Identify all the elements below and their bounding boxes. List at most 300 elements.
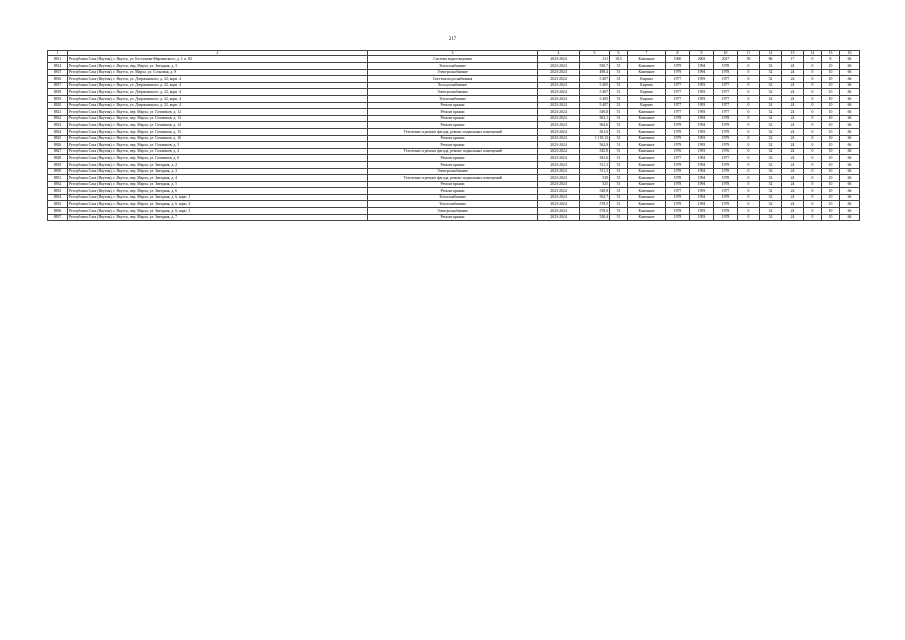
table-cell: 0 [738,148,760,155]
table-cell: 2023-2024 [538,89,580,96]
table-row [48,142,860,149]
table-cell: 0 [738,142,760,149]
table-cell: Электроснабжение [368,89,538,96]
table-cell: 8829 [48,161,68,168]
table-cell: 24 [782,148,804,155]
table-row [48,161,860,168]
table-cell: 1978 [714,214,738,221]
table-cell: 561,6 [580,128,610,135]
table-cell: 32 [760,194,782,201]
column-header: 13 [782,51,804,56]
table-cell: 1978 [666,161,690,168]
table-cell: 32 [760,161,782,168]
table-cell: 5 405 [580,95,610,102]
table-row [48,95,860,102]
table-cell: 10 [822,102,840,109]
table-cell: 1979 [714,135,738,142]
table-cell: 1993 [690,109,714,116]
table-cell: Ремонт крыши [368,102,538,109]
table-cell: 24 [782,109,804,116]
table-cell: Каменное [628,181,666,188]
table-cell: Ремонт крыши [368,142,538,149]
table-cell: 32 [760,128,782,135]
table-cell: 51 [610,109,628,116]
table-cell: 2023-2024 [538,115,580,122]
table-cell: 24 [782,194,804,201]
table-cell: 1994 [690,175,714,182]
column-header: 5 [580,51,610,56]
table-cell: Каменное [628,188,666,195]
table-cell: 1977 [666,155,690,162]
table-row [48,89,860,96]
table-cell: 2017 [714,56,738,63]
table-cell: 1978 [666,208,690,215]
table-cell: Республика Саха (Якутия), г. Якутск, пер. Марха, ул. Газовиков, д. 15 [68,128,368,135]
column-header: 4 [538,51,580,56]
table-cell: Республика Саха (Якутия), г. Якутск, пер. Марха, ул. Звездная, д. 3 [68,63,368,70]
table-cell: Каменное [628,214,666,221]
table-cell: 1977 [714,188,738,195]
table-cell: 1993 [690,128,714,135]
table-cell: 1978 [714,208,738,215]
table-cell: 1977 [666,102,690,109]
table-cell: 0 [804,89,822,96]
table-cell: 2023-2024 [538,95,580,102]
table-cell: 1994 [690,161,714,168]
table-cell: Каменное [628,135,666,142]
table-cell: 24 [782,161,804,168]
table-cell: 0 [738,102,760,109]
table-cell: 1978 [714,168,738,175]
table-cell: 50 [738,56,760,63]
table-cell: 24 [782,76,804,83]
table-cell: Республика Саха (Якутия), г. Якутск, пер. Марха, ул. Газовиков, д. 6 [68,155,368,162]
table-cell: 0 [738,95,760,102]
table-cell: 1993 [690,102,714,109]
table-cell: 51 [610,63,628,70]
table-cell: 1993 [690,208,714,215]
table-cell: 1978 [666,181,690,188]
table-cell: Электроснабжение [368,69,538,76]
table-cell: 0 [804,115,822,122]
table-cell: 10 [822,155,840,162]
table-cell: 1993 [690,76,714,83]
table-cell: 562,8 [580,142,610,149]
table-cell: 1994 [690,155,714,162]
table-cell: 10 [822,122,840,129]
table-row [48,175,860,182]
table-cell: Республика Саха (Якутия), г. Якутск, пер. Марха, ул. Газовиков, д. 14 [68,122,368,129]
table-cell: 51 [610,168,628,175]
table-cell: Каменное [628,201,666,208]
table-cell: 1976 [666,148,690,155]
table-cell: 32 [760,115,782,122]
table-cell: 1978 [666,168,690,175]
table-cell: 24 [782,115,804,122]
table-cell: Ремонт крыши [368,214,538,221]
table-cell: Ремонт крыши [368,188,538,195]
table-cell: 1993 [690,188,714,195]
table-cell: 24 [782,142,804,149]
table-cell: 8823 [48,122,68,129]
table-cell: 66 [840,214,860,221]
table-cell: 66 [840,69,860,76]
table-cell: 24 [782,89,804,96]
table-cell: Республика Саха (Якутия), г. Якутск, ул. Дзержинского, д. 22, корп. 4 [68,89,368,96]
table-cell: 1994 [690,181,714,188]
table-cell: 0 [804,128,822,135]
table-cell: 66 [840,181,860,188]
table-cell: 0 [804,122,822,129]
table-cell: 1977 [666,89,690,96]
table-cell: 1977 [666,188,690,195]
table-cell: 51 [610,89,628,96]
table-cell: 0 [738,194,760,201]
table-cell: 0 [738,122,760,129]
table-cell: 24 [782,82,804,89]
table-cell: Каменное [628,69,666,76]
table-cell: 66 [840,142,860,149]
table-cell: 51 [610,82,628,89]
table-cell: 0 [804,63,822,70]
table-cell: 32 [760,76,782,83]
table-cell: 1978 [666,194,690,201]
table-cell: 8837 [48,214,68,221]
table-cell: 66 [840,82,860,89]
table-cell: 10 [822,109,840,116]
table-cell: Каменное [628,148,666,155]
table-cell: 498,4 [580,69,610,76]
table-cell: 2023-2024 [538,135,580,142]
table-cell: 1 118,13 [580,135,610,142]
column-header: 6 [610,51,628,56]
table-row [48,168,860,175]
table-cell: 10 [822,76,840,83]
table-cell: 32 [760,89,782,96]
table-cell: 66 [840,135,860,142]
table-cell: 0 [738,69,760,76]
table-cell: 0 [804,168,822,175]
table-cell: 311 [580,56,610,63]
table-cell: 0 [804,194,822,201]
table-cell: 1993 [690,135,714,142]
table-cell: 1994 [690,201,714,208]
table-cell: 1977 [666,109,690,116]
table-cell: 32 [760,69,782,76]
table-cell: 51 [610,122,628,129]
table-cell: 1994 [690,168,714,175]
table-cell: Республика Саха (Якутия), г. Якутск, ул. Дзержинского, д. 22, корп. 4 [68,76,368,83]
table-cell: 32 [760,168,782,175]
table-cell: Утепление и ремонт фасада, ремонт подвальных помещений [368,148,538,155]
table-cell: 564,6 [580,122,610,129]
table-cell: 8822 [48,115,68,122]
column-header: 11 [738,51,760,56]
table-cell: 1979 [666,135,690,142]
table-cell: 1994 [690,115,714,122]
table-cell: 2023-2024 [538,76,580,83]
column-header: 3 [368,51,538,56]
table-cell: 8817 [48,82,68,89]
table-cell: 24 [782,188,804,195]
table-cell: 0 [738,161,760,168]
table-cell: 1977 [666,76,690,83]
table-cell: 8826 [48,142,68,149]
table-row [48,115,860,122]
table-cell: 24 [782,168,804,175]
table-cell: Республика Саха (Якутия), г. Якутск, ул. Дзержинского, д. 22, корп. 4 [68,102,368,109]
table-cell: Каменное [628,175,666,182]
table-cell: 0 [804,188,822,195]
table-row [48,102,860,109]
table-cell: 10 [822,214,840,221]
table-cell: 5 405 [580,82,610,89]
table-cell: Республика Саха (Якутия), г. Якутск, пер. Марха, ул. Звездная, д. 7 [68,214,368,221]
column-header: 7 [628,51,666,56]
table-cell: 32 [760,201,782,208]
table-cell: Кирпич [628,82,666,89]
table-cell: Кирпич [628,89,666,96]
column-header: 1 [48,51,68,56]
table-cell: 1960 [666,56,690,63]
table-cell: 511,3 [580,161,610,168]
table-cell: 2023-2024 [538,109,580,116]
table-cell: 66 [840,128,860,135]
table-cell: 2023-2024 [538,161,580,168]
table-cell: Каменное [628,63,666,70]
table-cell: Система водоотведения [368,56,538,63]
table-cell: 1993 [690,214,714,221]
table-cell: 8820 [48,102,68,109]
table-cell: 51 [610,142,628,149]
table-cell: 32 [760,148,782,155]
table-cell: Ремонт крыши [368,115,538,122]
table-body [48,56,860,221]
table-cell: 32 [760,175,782,182]
table-cell: Каменное [628,115,666,122]
table-cell: 2023-2024 [538,63,580,70]
table-cell: 0 [738,63,760,70]
table-cell: 32 [760,109,782,116]
table-cell: Каменное [628,56,666,63]
register-table [47,50,860,221]
table-cell: 1978 [714,128,738,135]
table-cell: 1978 [714,115,738,122]
table-cell: 1979 [666,63,690,70]
table-cell: 24 [782,214,804,221]
table-cell: 51 [610,135,628,142]
table-cell: 562,7 [580,194,610,201]
table-cell: 8824 [48,128,68,135]
table-cell: 66 [840,76,860,83]
table-cell: 8833 [48,188,68,195]
table-cell: 1978 [666,128,690,135]
table-cell: 2023-2024 [538,181,580,188]
table-cell: 0 [804,82,822,89]
table-cell: Теплоснабжение [368,194,538,201]
table-cell: 549,8 [580,109,610,116]
table-cell: 8828 [48,155,68,162]
table-cell: Республика Саха (Якутия), г. Якутск, пер. Марха, ул. Звездная, д. 6, корп. 2 [68,201,368,208]
table-cell: 10 [822,115,840,122]
table-cell: 32 [760,181,782,188]
table-cell: 24 [782,102,804,109]
table-cell: 0 [804,181,822,188]
table-cell: 1978 [714,161,738,168]
table-cell: 1993 [690,142,714,149]
table-cell: 0 [738,76,760,83]
table-cell: 51 [610,208,628,215]
table-cell: 66 [840,168,860,175]
table-cell: 2023-2024 [538,128,580,135]
table-cell: 0 [738,175,760,182]
table-cell: 548,8 [580,188,610,195]
table-cell: 1978 [666,214,690,221]
table-cell: 0 [804,148,822,155]
table-cell: Система водоснабжения [368,76,538,83]
table-cell: 51 [610,115,628,122]
table-cell: Кирпич [628,102,666,109]
table-cell: 0 [804,155,822,162]
table-cell: Утепление и ремонт фасада, ремонт подвальных помещений [368,128,538,135]
table-row [48,122,860,129]
table-cell: 51 [610,69,628,76]
table-cell: 1994 [690,122,714,129]
table-cell: 24 [782,95,804,102]
table-cell: 51 [610,175,628,182]
table-cell: 24 [782,63,804,70]
table-cell: 0 [804,135,822,142]
table-cell: Республика Саха (Якутия), г. Якутск, пер. Марха, ул. Газовиков, д. 4 [68,148,368,155]
table-cell: 66 [840,155,860,162]
table-cell: 0 [738,89,760,96]
table-cell: 0 [804,109,822,116]
table-cell: 2023-2024 [538,102,580,109]
table-cell: 10 [822,175,840,182]
table-cell: Республика Саха (Якутия), г. Якутск, пер. Марха, ул. Газовиков, д. 3 [68,142,368,149]
table-cell: 0 [804,208,822,215]
table-cell: 0 [738,214,760,221]
table-cell: 32 [760,135,782,142]
table-cell: 2023-2024 [538,155,580,162]
table-cell: 8827 [48,148,68,155]
table-cell: 1978 [666,122,690,129]
table-cell: 0 [804,161,822,168]
table-cell: 10 [822,135,840,142]
table-cell: Республика Саха (Якутия), г. Якутск, пер. Марха, ул. Звездная, д. 3 [68,168,368,175]
table-cell: 24 [782,69,804,76]
table-cell: 1978 [714,69,738,76]
table-cell: Электроснабжение [368,168,538,175]
table-row [48,56,860,63]
table-cell: 545,8 [580,148,610,155]
table-row [48,63,860,70]
table-cell: 10 [822,63,840,70]
table-cell: 520,4 [580,214,610,221]
table-cell: 1977 [714,95,738,102]
table-row [48,135,860,142]
table-row [48,201,860,208]
table-cell: 24 [782,175,804,182]
table-row [48,188,860,195]
table-cell: 1977 [714,76,738,83]
table-cell: 24 [782,201,804,208]
table-cell: 10 [822,181,840,188]
table-cell: 1977 [714,82,738,89]
table-cell: 66 [840,115,860,122]
table-row [48,181,860,188]
page-number: 217 [448,37,457,42]
table-cell: 24 [782,208,804,215]
table-cell: Республика Саха (Якутия), г. Якутск, ул. Дзержинского, д. 22, корп. 4 [68,95,368,102]
table-cell: 0 [738,181,760,188]
table-cell: 0 [738,115,760,122]
column-header: 9 [690,51,714,56]
table-cell: 1978 [714,201,738,208]
column-header: 15 [822,51,840,56]
table-cell: 0 [804,142,822,149]
table-row [48,194,860,201]
table-cell: 2023-2024 [538,214,580,221]
table-cell: 8836 [48,208,68,215]
table-cell: 0 [804,102,822,109]
table-cell: 1979 [714,142,738,149]
table-cell: 1994 [690,194,714,201]
table-cell: 2023-2024 [538,82,580,89]
table-cell: 2023-2024 [538,69,580,76]
table-cell: 1978 [714,181,738,188]
table-cell: 1978 [714,63,738,70]
table-cell: Республика Саха (Якутия), г. Якутск, пер. Марха, ул. Звездная, д. 6 [68,188,368,195]
table-cell: 525 [580,181,610,188]
table-cell: Ремонт крыши [368,181,538,188]
table-cell: 8834 [48,194,68,201]
table-row [48,155,860,162]
table-cell: 51 [610,201,628,208]
table-cell: 10 [822,82,840,89]
table-cell: 2023-2024 [538,56,580,63]
table-cell: 2023-2024 [538,188,580,195]
table-cell: Республика Саха (Якутия), г. Якутск, ул. Бестужева-Марлинского, д. 1, к. 82 [68,56,368,63]
table-cell: 66 [840,161,860,168]
table-cell: 529 [580,175,610,182]
table-cell: Каменное [628,109,666,116]
table-cell: 562,1 [580,115,610,122]
table-cell: 51 [610,188,628,195]
table-cell: 0 [738,201,760,208]
table-cell: 51 [610,194,628,201]
table-cell: 32 [760,142,782,149]
column-header: 12 [760,51,782,56]
table-cell: 10 [822,142,840,149]
table-cell: 1978 [666,115,690,122]
table-cell: 51 [610,148,628,155]
table-cell: Кирпич [628,95,666,102]
table-cell: 32 [760,95,782,102]
table-cell: Каменное [628,168,666,175]
table-cell: Республика Саха (Якутия), г. Якутск, пер. Марха, ул. Звездная, д. 6, корп. 1 [68,194,368,201]
table-cell: 24 [782,155,804,162]
table-cell: 0 [804,69,822,76]
table-cell: 1977 [714,155,738,162]
table-cell: Кирпич [628,76,666,83]
table-cell: 0 [804,175,822,182]
table-cell: 1993 [690,82,714,89]
table-cell: 1993 [690,95,714,102]
table-cell: 17 [782,56,804,63]
table-cell: 66 [840,194,860,201]
table-cell: 51 [610,76,628,83]
